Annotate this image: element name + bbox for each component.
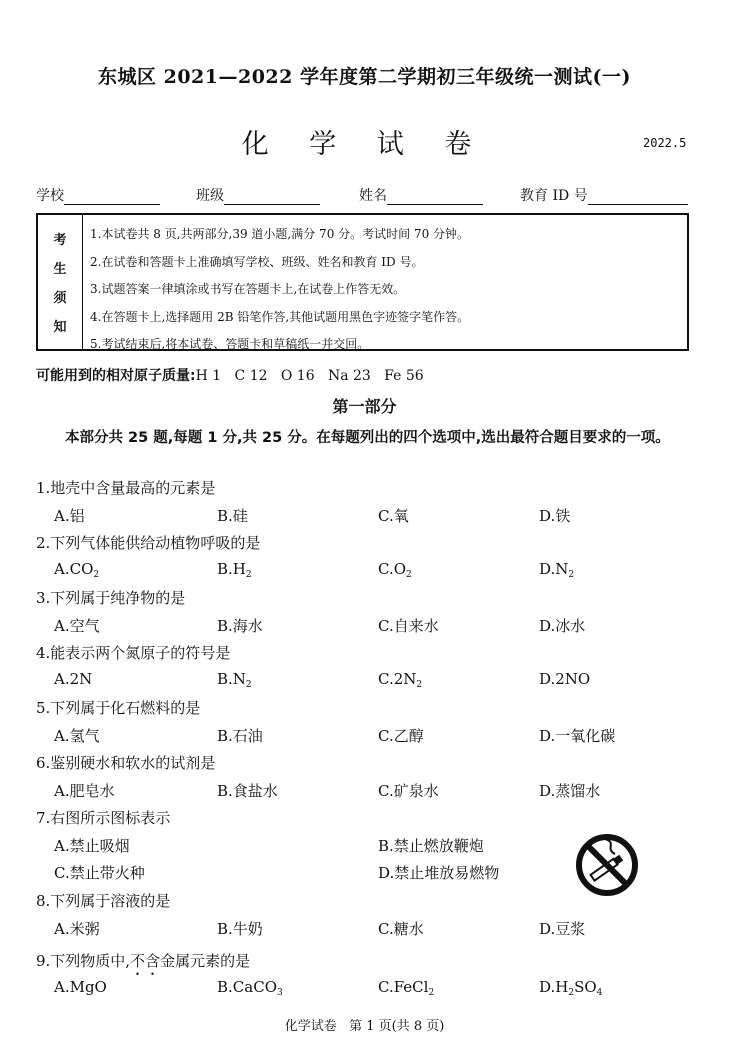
exam-date: 2022.5 xyxy=(643,136,687,150)
part-instructions: 本部分共 25 题,每题 1 分,共 25 分。在每题列出的四个选项中,选出最符合题目要求的一项。 xyxy=(65,430,670,446)
answer-option[interactable]: B.硅 xyxy=(217,507,248,525)
notice-label xyxy=(38,215,83,349)
answer-option[interactable]: A.禁止吸烟 xyxy=(54,837,130,855)
school-label: 学校 xyxy=(36,188,64,204)
name-label: 姓名 xyxy=(359,188,387,204)
part-title: 第一部分 xyxy=(332,397,397,416)
answer-option[interactable]: $B.N_2$ xyxy=(217,670,252,690)
no-smoking-icon xyxy=(575,833,639,897)
answer-option[interactable]: A.MgO xyxy=(54,978,107,996)
notice-label-char: 知 xyxy=(53,320,67,335)
class-field[interactable] xyxy=(196,185,320,205)
page-footer: 化学试卷 第 1 页(共 8 页) xyxy=(284,1019,445,1034)
answer-option[interactable]: $D.N_2$ xyxy=(539,560,575,580)
notice-rule: 3.试题答案一律填涂或书写在答题卡上,在试卷上作答无效。 xyxy=(90,282,406,296)
answer-option[interactable]: B.石油 xyxy=(217,727,263,745)
school-field[interactable] xyxy=(36,185,160,205)
answer-option[interactable]: C.FeCl$_2$ xyxy=(378,978,435,998)
question-stem: 6.鉴别硬水和软水的试剂是 xyxy=(36,754,216,772)
answer-option[interactable]: D.禁止堆放易燃物 xyxy=(378,864,500,882)
question-stem: 1.地壳中含量最高的元素是 xyxy=(36,479,216,497)
exam-notice-box xyxy=(36,213,689,351)
answer-option[interactable]: $A.CO_2$ xyxy=(54,560,100,580)
answer-option[interactable]: C.禁止带火种 xyxy=(54,864,145,882)
class-label: 班级 xyxy=(196,188,224,204)
answer-option[interactable]: D.铁 xyxy=(539,507,571,525)
notice-label-char: 生 xyxy=(53,262,67,277)
answer-option[interactable]: B.CaCO$_3$ xyxy=(217,978,283,998)
notice-rule: 2.在试卷和答题卡上准确填写学校、班级、姓名和教育 ID 号。 xyxy=(90,254,424,269)
answer-option[interactable]: C.自来水 xyxy=(378,617,439,635)
answer-option[interactable]: C.糖水 xyxy=(378,920,424,938)
notice-rule: 1.本试卷共 8 页,共两部分,39 道小题,满分 70 分。考试时间 70 分钟。 xyxy=(90,227,470,241)
answer-option[interactable]: B.海水 xyxy=(217,617,263,635)
answer-option[interactable]: A.米粥 xyxy=(54,920,100,938)
atomic-masses xyxy=(36,365,424,385)
answer-option[interactable]: A.铝 xyxy=(54,507,85,525)
answer-option[interactable]: D.2NO xyxy=(539,670,591,688)
exam-header: 东城区 2021—2022 学年度第二学期初三年级统一测试(一) xyxy=(98,66,631,88)
notice-rules xyxy=(90,221,469,359)
answer-option[interactable]: D.蒸馏水 xyxy=(539,782,601,800)
notice-label-char: 须 xyxy=(53,291,67,306)
question-stem: 3.下列属于纯净物的是 xyxy=(36,589,186,607)
notice-rule: 5.考试结束后,将本试卷、答题卡和草稿纸一并交回。 xyxy=(90,337,370,351)
question-stem: 4.能表示两个氮原子的符号是 xyxy=(36,644,231,662)
question-stem: 5.下列属于化石燃料的是 xyxy=(36,699,201,717)
name-field[interactable] xyxy=(359,185,483,205)
answer-option[interactable]: $C.2N_2$ xyxy=(378,670,423,690)
education-id-label: 教育 ID 号 xyxy=(520,188,588,204)
answer-option[interactable]: C.矿泉水 xyxy=(378,782,439,800)
answer-option[interactable]: B.禁止燃放鞭炮 xyxy=(378,837,484,855)
notice-label-char: 考 xyxy=(53,233,67,248)
answer-option[interactable]: A.2N xyxy=(54,670,93,688)
education-id-field[interactable] xyxy=(520,185,688,205)
answer-option[interactable]: A.空气 xyxy=(54,617,100,635)
answer-option[interactable]: D.一氧化碳 xyxy=(539,727,616,745)
answer-option[interactable]: C.乙醇 xyxy=(378,727,424,745)
question-stem: 7.右图所示图标表示 xyxy=(36,809,171,827)
notice-rule: 4.在答题卡上,选择题用 2B 铅笔作答,其他试题用黑色字迹签字笔作答。 xyxy=(90,309,470,324)
answer-option[interactable]: C.氧 xyxy=(378,507,409,525)
answer-option[interactable]: B.食盐水 xyxy=(217,782,278,800)
question-stem: 9.下列物质中,不含金属元素的是 xyxy=(36,952,251,970)
atomic-masses-values: H 1 C 12 O 16 Na 23 Fe 56 xyxy=(195,368,424,384)
question-stem: 2.下列气体能供给动植物呼吸的是 xyxy=(36,534,261,552)
answer-option[interactable]: $C.O_2$ xyxy=(378,560,412,580)
answer-option[interactable]: $B.H_2$ xyxy=(217,560,252,580)
answer-option[interactable]: A.肥皂水 xyxy=(54,782,115,800)
answer-option[interactable]: D.冰水 xyxy=(539,617,586,635)
page-title: 化 学 试 卷 xyxy=(241,129,488,160)
question-stem: 8.下列属于溶液的是 xyxy=(36,892,171,910)
answer-option[interactable]: $D.H_2SO_4$ xyxy=(539,978,603,998)
answer-option[interactable]: A.氢气 xyxy=(54,727,100,745)
answer-option[interactable]: D.豆浆 xyxy=(539,920,586,938)
answer-option[interactable]: B.牛奶 xyxy=(217,920,263,938)
atomic-masses-label: 可能用到的相对原子质量: xyxy=(36,368,196,384)
